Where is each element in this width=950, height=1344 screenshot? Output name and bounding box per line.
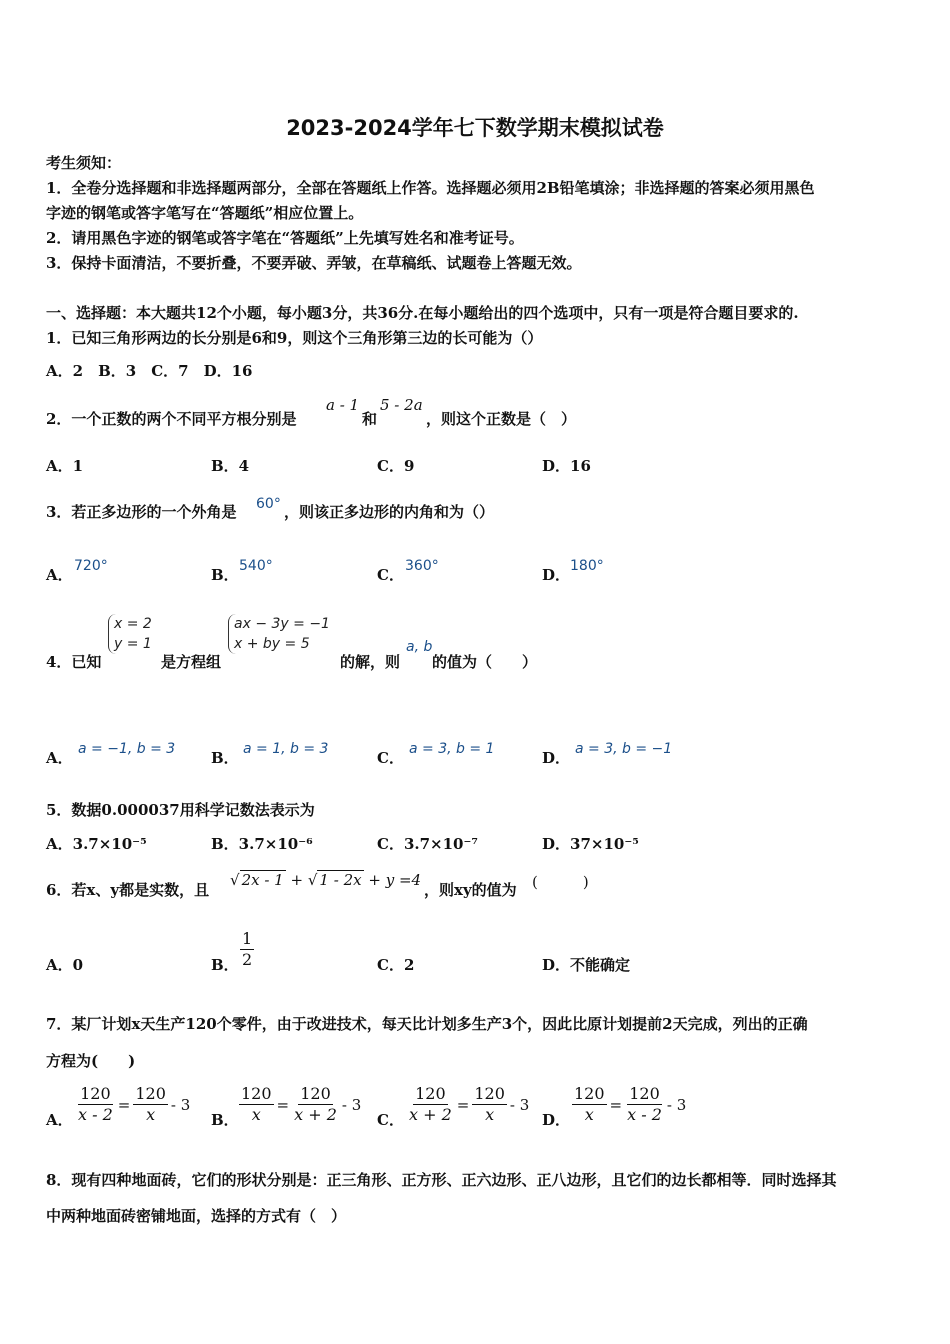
q4-value-d: a = 3, b = −1 — [575, 741, 673, 757]
q7-a-d1: x - 2 — [78, 1105, 113, 1124]
q4-tail: 的值为（ ） — [432, 653, 538, 671]
q7-a-frac2 — [133, 1084, 168, 1125]
q7-d-eq: = — [609, 1095, 623, 1114]
notice-item-1: 1．全卷分选择题和非选择题两部分，全部在答题纸上作答。选择题必须用2B铅笔填涂；非选择题的答案必须用黑色 — [46, 179, 815, 197]
q3-label-b: B． — [211, 566, 239, 584]
q2-expr2: 5 - 2a — [380, 396, 423, 414]
q2-option-b: B．4 — [211, 457, 250, 475]
q3-angle: 60° — [256, 496, 281, 512]
q5-option-c: C．3.7×10⁻⁷ — [377, 835, 478, 853]
q7-option-d — [572, 1084, 686, 1125]
q3-value-a: 720° — [74, 558, 108, 574]
q4-eq1: ax − 3y = −1 — [234, 616, 330, 632]
q6-radicand-1: 2x - 1 — [241, 871, 284, 889]
notice-item-3: 3．保持卡面清洁，不要折叠，不要弄破、弄皱，在草稿纸、试题卷上答题无效。 — [46, 254, 582, 272]
q7-c-d2: x — [485, 1105, 495, 1124]
q4-sol-x: x = 2 — [114, 616, 152, 632]
q5-option-d: D．37×10⁻⁵ — [542, 835, 639, 853]
q6-half — [240, 929, 254, 970]
q5-option-b: B．3.7×10⁻⁶ — [211, 835, 313, 853]
q4-label-c: C． — [377, 749, 404, 767]
q7-d-n1: 120 — [574, 1084, 605, 1103]
q7-label-d: D． — [542, 1111, 571, 1129]
q7-a-n2: 120 — [135, 1084, 166, 1103]
q7-d-d1: x — [584, 1105, 594, 1124]
q7-label-a: A． — [46, 1111, 73, 1129]
q6-stem-a: 6．若x、y都是实数，且 — [46, 881, 210, 899]
q6-option-c: C．2 — [377, 956, 415, 974]
q4-lead: 4．已知 — [46, 653, 102, 671]
q3-value-c: 360° — [405, 558, 439, 574]
q4-value-a: a = −1, b = 3 — [78, 741, 176, 757]
q6-option-b: B． — [211, 956, 239, 974]
q2-option-c: C．9 — [377, 457, 415, 475]
q6-equation — [230, 870, 421, 889]
notice-heading: 考生须知： — [46, 154, 122, 172]
sqrt-icon: √ — [307, 871, 318, 889]
q7-d-tail: - 3 — [666, 1095, 687, 1114]
section-heading: 一、选择题：本大题共12个小题，每小题3分，共36分.在每小题给出的四个选项中，只有一项是符合题目要求的. — [46, 304, 799, 322]
q7-d-frac1 — [572, 1084, 607, 1125]
q3-label-a: A． — [46, 566, 73, 584]
q7-a-n1: 120 — [80, 1084, 111, 1103]
q7-b-frac2 — [292, 1084, 339, 1125]
q7-b-n2: 120 — [300, 1084, 331, 1103]
page-title: 2023-2024学年七下数学期末模拟试卷 — [286, 116, 664, 140]
q7-a-eq: = — [117, 1095, 131, 1114]
q6-radicand-2: 1 - 2x — [319, 871, 362, 889]
q7-label-b: B． — [211, 1111, 239, 1129]
q6-plus: + — [290, 871, 304, 889]
q7-line1: 7．某厂计划x天生产120个零件，由于改进技术，每天比计划多生产3个，因此比原计划提前2天完成，列出的正确 — [46, 1015, 808, 1033]
q6-half-den: 2 — [242, 950, 253, 969]
q4-label-b: B． — [211, 749, 239, 767]
q2-expr1: a - 1 — [326, 396, 360, 414]
q4-value-b: a = 1, b = 3 — [243, 741, 329, 757]
q3-stem-b: ，则该正多边形的内角和为（） — [284, 503, 495, 521]
q7-option-b — [239, 1084, 361, 1125]
q8-line1: 8．现有四种地面砖，它们的形状分别是：正三角形、正方形、正六边形、正八边形，且它们的边长都相等．同时选择其 — [46, 1171, 837, 1189]
q4-eq2: x + by = 5 — [234, 636, 310, 652]
q1-stem: 1．已知三角形两边的长分别是6和9，则这个三角形第三边的长可能为（） — [46, 329, 543, 347]
q4-vars: a, b — [406, 639, 433, 655]
q4-label-d: D． — [542, 749, 571, 767]
q6-stem-b: ，则xy的值为 — [424, 881, 517, 899]
q7-c-frac1 — [407, 1084, 454, 1125]
q4-label-a: A． — [46, 749, 73, 767]
q2-stem-a: 2．一个正数的两个不同平方根分别是 — [46, 410, 297, 428]
q4-sol-y: y = 1 — [114, 636, 152, 652]
q4-equation-system — [228, 614, 330, 654]
q4-mid: 是方程组 — [161, 653, 222, 671]
q1-options: A．2 B．3 C．7 D．16 — [46, 362, 253, 380]
notice-item-1-cont: 字迹的钢笔或答字笔写在“答题纸”相应位置上。 — [46, 204, 364, 222]
q2-mid: 和 — [362, 410, 378, 428]
q3-label-d: D． — [542, 566, 571, 584]
q7-c-d1: x + 2 — [409, 1105, 452, 1124]
q7-c-n2: 120 — [474, 1084, 505, 1103]
q7-option-a — [76, 1084, 190, 1125]
q6-paren: ( ) — [532, 873, 589, 891]
q6-option-a: A．0 — [46, 956, 84, 974]
q7-d-frac2 — [625, 1084, 664, 1125]
q6-half-fraction — [240, 929, 254, 970]
q7-b-frac1 — [239, 1084, 274, 1125]
q7-c-frac2 — [472, 1084, 507, 1125]
q7-option-c — [407, 1084, 529, 1125]
q4-after: 的解，则 — [340, 653, 401, 671]
q4-solution-system — [108, 614, 152, 654]
q8-line2: 中两种地面砖密铺地面，选择的方式有（ ） — [46, 1207, 347, 1225]
q2-option-d: D．16 — [542, 457, 591, 475]
q4-value-c: a = 3, b = 1 — [409, 741, 495, 757]
q7-b-tail: - 3 — [341, 1095, 362, 1114]
q7-c-eq: = — [456, 1095, 470, 1114]
notice-item-2: 2．请用黑色字迹的钢笔或答字笔在“答题纸”上先填写姓名和准考证号。 — [46, 229, 524, 247]
q3-label-c: C． — [377, 566, 404, 584]
q7-c-tail: - 3 — [509, 1095, 530, 1114]
q7-label-c: C． — [377, 1111, 404, 1129]
q7-a-d2: x — [146, 1105, 156, 1124]
q7-a-frac1 — [76, 1084, 115, 1125]
q7-line2: 方程为( ) — [46, 1052, 136, 1070]
q6-option-d: D．不能确定 — [542, 956, 631, 974]
q7-a-tail: - 3 — [170, 1095, 191, 1114]
q7-c-n1: 120 — [415, 1084, 446, 1103]
q7-b-eq: = — [276, 1095, 290, 1114]
q7-b-n1: 120 — [241, 1084, 272, 1103]
q6-half-num: 1 — [242, 929, 253, 948]
q7-d-n2: 120 — [629, 1084, 660, 1103]
q7-b-d2: x + 2 — [294, 1105, 337, 1124]
q5-option-a: A．3.7×10⁻⁵ — [46, 835, 147, 853]
q3-stem-a: 3．若正多边形的一个外角是 — [46, 503, 237, 521]
sqrt-icon: √ — [230, 871, 240, 889]
q3-value-d: 180° — [570, 558, 604, 574]
q2-stem-b: ，则这个正数是（ ） — [426, 410, 577, 428]
q5-stem: 5．数据0.000037用科学记数法表示为 — [46, 801, 315, 819]
q7-b-d1: x — [251, 1105, 261, 1124]
q7-d-d2: x - 2 — [627, 1105, 662, 1124]
q3-value-b: 540° — [239, 558, 273, 574]
q6-rest: + y =4 — [368, 871, 422, 889]
q2-option-a: A．1 — [46, 457, 84, 475]
